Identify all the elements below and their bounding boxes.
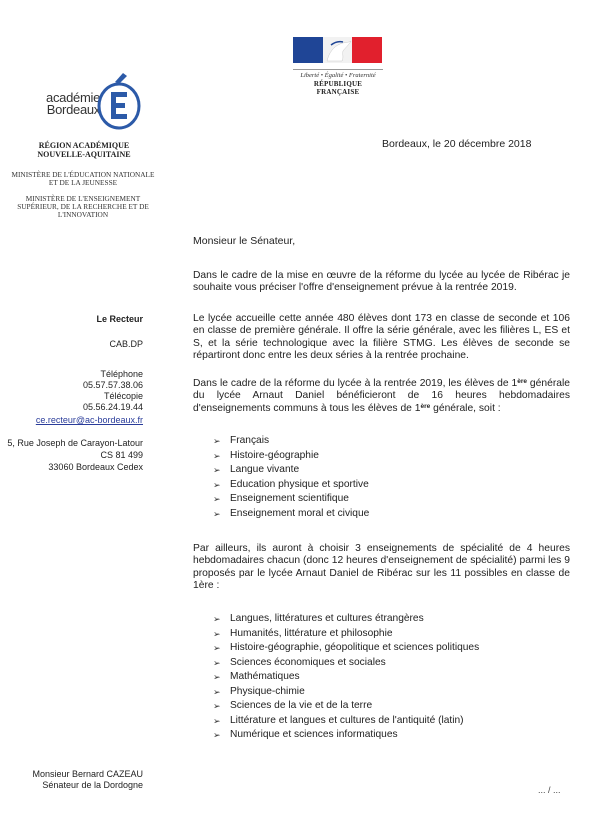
email-link[interactable]: ce.recteur@ac-bordeaux.fr [35,415,143,425]
recipient-title: Sénateur de la Dordogne [42,780,143,790]
address-line-2: CS 81 499 [100,450,143,460]
list-item: ➢ Mathématiques [213,670,479,685]
list-item: ➢ Education physique et sportive [213,478,369,493]
list-item: ➢ Littérature et langues et cultures de l'antiquité (latin) [213,714,479,729]
list-item: ➢ Histoire-géographie, géopolitique et sciences politiques [213,641,479,656]
fax-label: Télécopie [103,391,143,401]
ministry-education: MINISTÈRE DE L'ÉDUCATION NATIONALE ET DE LA JEUNESSE [11,170,155,187]
list-item: ➢ Histoire-géographie [213,449,369,464]
fax-number: 05.56.24.19.44 [82,402,143,412]
list-item: ➢ Langue vivante [213,463,369,478]
list-item: ➢ Enseignement moral et civique [213,507,369,522]
marianne-profile-icon [323,39,353,62]
paragraph-reform: Dans le cadre de la réforme du lycée à la rentrée 2019, les élèves de 1ère générale du lycée Arnaut Daniel bénéficieront de 16 heures hebdomadaires d'enseignements communs à tous les élèves de 1ère générale, soit : [193,378,570,414]
list-item: ➢ Numérique et sciences informatiques [213,728,479,743]
list-item: ➢ Sciences de la vie et de la terre [213,699,479,714]
marianne-flag-icon [293,37,382,63]
academie-logo-text [40,92,100,116]
reference: CAB.DP [109,339,143,349]
region-academique: RÉGION ACADÉMIQUE NOUVELLE-AQUITAINE [37,141,131,159]
rf-motto: Liberté • Égalité • Fraternité [293,69,383,79]
rf-name: RÉPUBLIQUE FRANÇAISE [313,80,363,96]
recipient-name: Monsieur Bernard CAZEAU [32,769,143,779]
paragraph-specialties: Par ailleurs, ils auront à choisir 3 enseignements de spécialité de 4 heures hebdomadaires chacun (donc 12 heures d'enseignement de spécialité) parmi les 9 proposés par le lycée Arnaut Daniel de Ribérac sur les 11 possibles en classe de 1ère : [193,543,570,592]
common-subjects-list [213,434,369,521]
address-line-1: 5, Rue Joseph de Carayon-Latour [7,438,143,448]
list-item: ➢ Langues, littératures et cultures étrangères [213,612,479,627]
list-item: ➢ Humanités, littérature et philosophie [213,627,479,642]
list-item: ➢ Enseignement scientifique [213,492,369,507]
list-item: ➢ Sciences économiques et sociales [213,656,479,671]
bordeaux-word: Bordeaux [46,102,100,117]
republique-francaise-logo [293,37,383,94]
continued-marker: ... / ... [538,785,561,795]
phone-label: Téléphone [100,369,143,379]
list-item: ➢ Français [213,434,369,449]
sender-title: Le Recteur [96,314,143,324]
ministry-higher-education: MINISTÈRE DE L'ENSEIGNEMENT SUPÉRIEUR, DE LA RECHERCHE ET DE L'INNOVATION [17,194,149,219]
academie-word: académie [46,90,100,105]
address-line-3: 33060 Bordeaux Cedex [48,462,143,472]
paragraph-enrollment: Le lycée accueille cette année 480 élèves dont 173 en classe de seconde et 106 en classe de première générale. Il offre la série générale, avec les filières L, ES et S, et la série technologique avec la filière STMG. Les élèves de seconde se répartiront donc entre les deux séries à la rentrée prochaine. [193,313,570,362]
paragraph-intro: Dans le cadre de la mise en œuvre de la réforme du lycée au lycée de Ribérac je souhaite vous préciser l'offre d'enseignement prévue à la rentrée 2019. [193,270,570,294]
academie-e-logo-icon [93,70,145,132]
phone-number: 05.57.57.38.06 [82,380,143,390]
letter-date: Bordeaux, le 20 décembre 2018 [382,138,532,150]
salutation: Monsieur le Sénateur, [193,235,296,247]
list-item: ➢ Physique-chimie [213,685,479,700]
specialties-list [213,612,479,743]
